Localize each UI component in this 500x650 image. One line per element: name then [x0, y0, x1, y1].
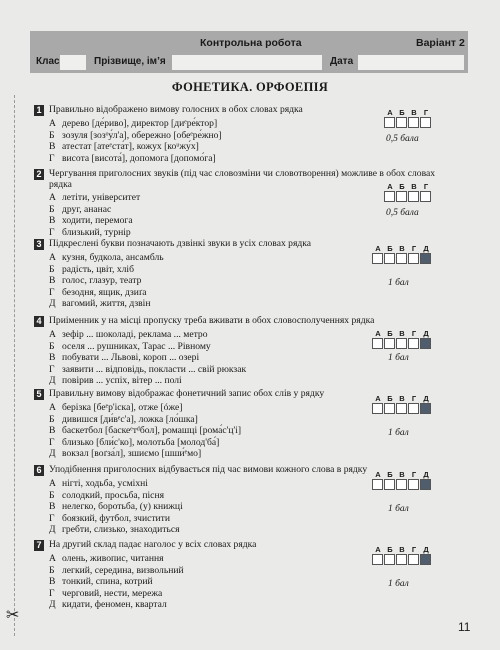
score-label: 1 бал — [388, 278, 409, 288]
answer-option — [49, 437, 219, 448]
answer-checkbox[interactable] — [384, 554, 395, 565]
answer-letter-header: Г — [411, 329, 417, 338]
section-title: ФОНЕТИКА. ОРФОЕПІЯ — [171, 80, 329, 94]
answer-option — [49, 425, 241, 436]
option-letter: Г — [49, 226, 55, 238]
answer-option — [49, 513, 170, 524]
answer-letter-header: Д — [423, 394, 429, 403]
score-label: 0,5 бала — [386, 134, 419, 144]
answer-option — [49, 215, 133, 226]
option-letter: В — [49, 352, 56, 363]
answer-letter-header: Б — [387, 394, 393, 403]
page-number: 11 — [458, 620, 471, 634]
answer-letter-header: Г — [423, 182, 429, 191]
answer-letter-header: Б — [399, 182, 405, 191]
answer-option — [49, 204, 111, 215]
answer-checkbox[interactable] — [384, 117, 395, 128]
answer-letter-header: Д — [423, 545, 429, 554]
option-text: близький, турнір — [62, 226, 131, 238]
score-label: 1 бал — [388, 428, 409, 438]
option-text: висота [висота́], допомога [допомо́га] — [62, 152, 216, 164]
option-text: повірив ... успіх, вітер ... полі — [62, 375, 182, 386]
answer-letter-header: Д — [423, 244, 429, 253]
option-text: ходити, перемога — [62, 215, 133, 226]
answer-letter-header: А — [387, 108, 393, 117]
answer-option — [49, 275, 141, 286]
question-number: 6 — [34, 465, 44, 476]
option-text: нігті, ходьба, усміхні — [62, 478, 148, 489]
option-letter: Д — [49, 375, 56, 386]
answer-option — [49, 341, 211, 352]
option-text: дивишся [ди́вᵉс'а], ложка [ло́шка] — [62, 413, 198, 425]
name-label: Прізвище, ім’я — [94, 56, 166, 67]
option-text: берізка [беᵉр'іска], отже [óже] — [62, 402, 183, 413]
date-label: Дата — [330, 56, 354, 67]
question-number: 3 — [34, 239, 44, 250]
answer-letter-header: Г — [423, 108, 429, 117]
name-field[interactable] — [172, 55, 322, 70]
answer-grid — [372, 470, 432, 490]
answer-checkbox[interactable] — [420, 191, 431, 202]
question-text: Приіменник у на місці пропуску треба вживати в обох словосполученнях рядка — [49, 315, 375, 326]
answer-checkbox[interactable] — [396, 554, 407, 565]
option-text: боязкий, футбол, зчистити — [62, 512, 170, 524]
answer-checkbox[interactable] — [408, 479, 419, 490]
answer-option — [49, 192, 140, 203]
answer-checkbox[interactable] — [420, 338, 431, 349]
option-text: летіти, університет — [62, 192, 141, 203]
answer-letter-header: В — [399, 545, 405, 554]
answer-checkbox[interactable] — [408, 117, 419, 128]
scissors-icon: ✂ — [6, 605, 20, 624]
score-label: 1 бал — [388, 579, 409, 589]
answer-checkbox[interactable] — [372, 554, 383, 565]
answer-letter-header: В — [399, 329, 405, 338]
answer-letter-header: В — [411, 108, 417, 117]
answer-checkbox[interactable] — [408, 253, 419, 264]
option-text: нелегко, боротьба, (у) книжці — [62, 501, 183, 512]
answer-checkbox[interactable] — [372, 479, 383, 490]
answer-letter-header: Д — [423, 470, 429, 479]
option-text: баскетбол [баскеᵉтᵈбол], ромашці [рома́с'ц'і] — [62, 425, 242, 436]
option-letter: В — [49, 141, 56, 152]
answer-option — [49, 298, 150, 309]
option-letter: Г — [49, 363, 55, 375]
option-text: оселя ... рушниках, Тарас ... Рівному — [62, 340, 211, 352]
answer-checkbox[interactable] — [396, 403, 407, 414]
option-letter: А — [49, 118, 56, 129]
answer-option — [49, 352, 199, 363]
answer-option — [49, 448, 201, 459]
answer-checkbox[interactable] — [396, 253, 407, 264]
answer-letter-header: Б — [387, 329, 393, 338]
option-text: кузня, будкола, ансамбль — [62, 252, 164, 263]
answer-option — [49, 287, 147, 298]
option-letter: Б — [49, 564, 55, 576]
option-letter: А — [49, 329, 56, 340]
question-number: 4 — [34, 316, 44, 327]
answer-checkbox[interactable] — [408, 403, 419, 414]
answer-letter-header: Б — [387, 545, 393, 554]
answer-checkbox[interactable] — [420, 554, 431, 565]
test-title: Контрольна робота — [200, 37, 302, 49]
option-letter: Д — [49, 524, 56, 535]
option-letter: Д — [49, 298, 56, 309]
header-bar — [30, 31, 468, 73]
score-label: 0,5 бала — [386, 208, 419, 218]
option-letter: Г — [49, 436, 55, 448]
answer-checkbox[interactable] — [408, 191, 419, 202]
answer-option — [49, 414, 198, 425]
answer-grid — [372, 394, 432, 414]
answer-option — [49, 130, 222, 141]
option-letter: А — [49, 192, 56, 203]
answer-option — [49, 141, 199, 152]
option-letter: Д — [49, 448, 56, 459]
question-text: Правильно відображено вимову голосних в обох словах рядка — [49, 104, 303, 115]
answer-option — [49, 599, 167, 610]
answer-option — [49, 402, 182, 413]
answer-letter-header: Б — [399, 108, 405, 117]
option-letter: В — [49, 215, 56, 226]
answer-checkbox[interactable] — [420, 117, 431, 128]
answer-option — [49, 490, 164, 501]
answer-letter-header: Б — [387, 244, 393, 253]
option-text: заявити ... відповідь, покласти ... свій рюкзак — [62, 363, 247, 375]
answer-checkbox[interactable] — [408, 338, 419, 349]
answer-checkbox[interactable] — [384, 338, 395, 349]
option-text: вагомий, життя, дзвін — [62, 298, 151, 309]
answer-letter-header: Г — [411, 545, 417, 554]
answer-letter-header: А — [375, 329, 381, 338]
question-text: Правильну вимову відображає фонетичний запис обох слів у рядку — [49, 388, 325, 399]
answer-checkbox[interactable] — [384, 253, 395, 264]
answer-letter-header: А — [387, 182, 393, 191]
option-letter: Г — [49, 152, 55, 164]
answer-grid — [384, 108, 432, 128]
answer-checkbox[interactable] — [396, 117, 407, 128]
answer-option — [49, 364, 246, 375]
date-field[interactable] — [358, 55, 464, 70]
option-letter: Б — [49, 129, 55, 141]
option-text: побувати ... Львові, короп ... озері — [62, 352, 200, 363]
answer-option — [49, 118, 217, 129]
option-text: олень, живопис, читання — [62, 553, 164, 564]
answer-grid — [372, 545, 432, 565]
answer-checkbox[interactable] — [408, 554, 419, 565]
option-letter: А — [49, 553, 56, 564]
answer-option — [49, 227, 131, 238]
option-letter: Г — [49, 512, 55, 524]
option-letter: А — [49, 478, 56, 489]
answer-letter-header: В — [411, 182, 417, 191]
answer-checkbox[interactable] — [420, 479, 431, 490]
answer-letter-header: В — [399, 244, 405, 253]
option-letter: А — [49, 402, 56, 413]
option-text: атестат [атеᵉста́т], кожух [коᵘжу́х] — [62, 141, 199, 152]
option-letter: Д — [49, 599, 56, 610]
class-label: Клас — [36, 56, 60, 67]
answer-option — [49, 565, 184, 576]
answer-checkbox[interactable] — [396, 191, 407, 202]
option-text: зозуля [зозᵒу́л'а], обережно [обеᵉре́жно] — [62, 129, 222, 141]
option-text: дерево [де́риво], директор [диᵉре́ктор] — [62, 118, 218, 129]
option-letter: В — [49, 501, 56, 512]
answer-option — [49, 153, 216, 164]
option-text: кидати, феномен, квартал — [62, 599, 167, 610]
answer-checkbox[interactable] — [396, 338, 407, 349]
answer-letter-header: Б — [387, 470, 393, 479]
option-text: черговий, нести, мережа — [62, 587, 163, 599]
answer-option — [49, 264, 134, 275]
answer-letter-header: Г — [411, 470, 417, 479]
option-text: голос, глазур, театр — [62, 275, 142, 286]
answer-letter-header: Д — [423, 329, 429, 338]
answer-option — [49, 524, 180, 535]
option-letter: Б — [49, 203, 55, 215]
answer-checkbox[interactable] — [384, 403, 395, 414]
option-letter: Б — [49, 413, 55, 425]
question-number: 2 — [34, 169, 44, 180]
option-letter: В — [49, 425, 56, 436]
question-text: На другий склад падає наголос у всіх словах рядка — [49, 539, 257, 550]
answer-grid — [372, 244, 432, 264]
answer-checkbox[interactable] — [372, 338, 383, 349]
answer-letter-header: А — [375, 244, 381, 253]
class-field[interactable] — [60, 55, 86, 70]
answer-checkbox[interactable] — [384, 479, 395, 490]
answer-option — [49, 588, 162, 599]
answer-option — [49, 252, 164, 263]
option-text: вокзал [воґза́л], зшиємо [шши́ᵉмо] — [62, 448, 202, 459]
option-letter: В — [49, 275, 56, 286]
option-text: безодня, ящик, дзиґа — [62, 286, 147, 298]
answer-letter-header: В — [399, 470, 405, 479]
option-letter: А — [49, 252, 56, 263]
answer-option — [49, 553, 164, 564]
answer-checkbox[interactable] — [372, 403, 383, 414]
answer-option — [49, 375, 182, 386]
answer-grid — [372, 329, 432, 349]
option-letter: Б — [49, 340, 55, 352]
question-text: Підкреслені букви позначають дзвінкі звуки в усіх словах рядка — [49, 238, 312, 249]
answer-letter-header: А — [375, 394, 381, 403]
option-text: гребти, слизько, знаходиться — [62, 524, 180, 535]
option-letter: Г — [49, 286, 55, 298]
option-text: тонкий, спина, котрий — [62, 576, 153, 587]
answer-letter-header: Г — [411, 244, 417, 253]
option-letter: В — [49, 576, 56, 587]
question-text: Чергування приголосних звуків (під час словозміни чи словотворення) можливе в обох словах рядка — [49, 168, 436, 190]
answer-option — [49, 478, 148, 489]
option-text: друг, ананас — [62, 203, 112, 215]
answer-checkbox[interactable] — [420, 403, 431, 414]
answer-checkbox[interactable] — [372, 253, 383, 264]
answer-option — [49, 329, 208, 340]
variant-label: Варіант 2 — [416, 37, 465, 49]
answer-checkbox[interactable] — [396, 479, 407, 490]
answer-letter-header: А — [375, 470, 381, 479]
question-number: 1 — [34, 105, 44, 116]
answer-letter-header: В — [399, 394, 405, 403]
answer-letter-header: А — [375, 545, 381, 554]
question-text: Уподібнення приголосних відбувається під час вимови кожного слова в рядку — [49, 464, 368, 475]
answer-checkbox[interactable] — [420, 253, 431, 264]
answer-option — [49, 501, 183, 512]
cut-line — [14, 95, 15, 636]
question-number: 7 — [34, 540, 44, 551]
answer-checkbox[interactable] — [384, 191, 395, 202]
option-text: близько [бли́с'ко], молотьба [молод'ба́] — [62, 436, 220, 448]
question-number: 5 — [34, 389, 44, 400]
option-text: радість, цвіт, хліб — [62, 263, 134, 275]
option-text: солодкий, просьба, пісня — [62, 489, 164, 501]
answer-option — [49, 576, 153, 587]
option-text: легкий, середина, визвольний — [62, 564, 184, 576]
score-label: 1 бал — [388, 504, 409, 514]
option-text: зефір ... шоколаді, реклама ... метро — [62, 329, 208, 340]
option-letter: Г — [49, 587, 55, 599]
option-letter: Б — [49, 263, 55, 275]
score-label: 1 бал — [388, 353, 409, 363]
option-letter: Б — [49, 489, 55, 501]
answer-letter-header: Г — [411, 394, 417, 403]
answer-grid — [384, 182, 432, 202]
